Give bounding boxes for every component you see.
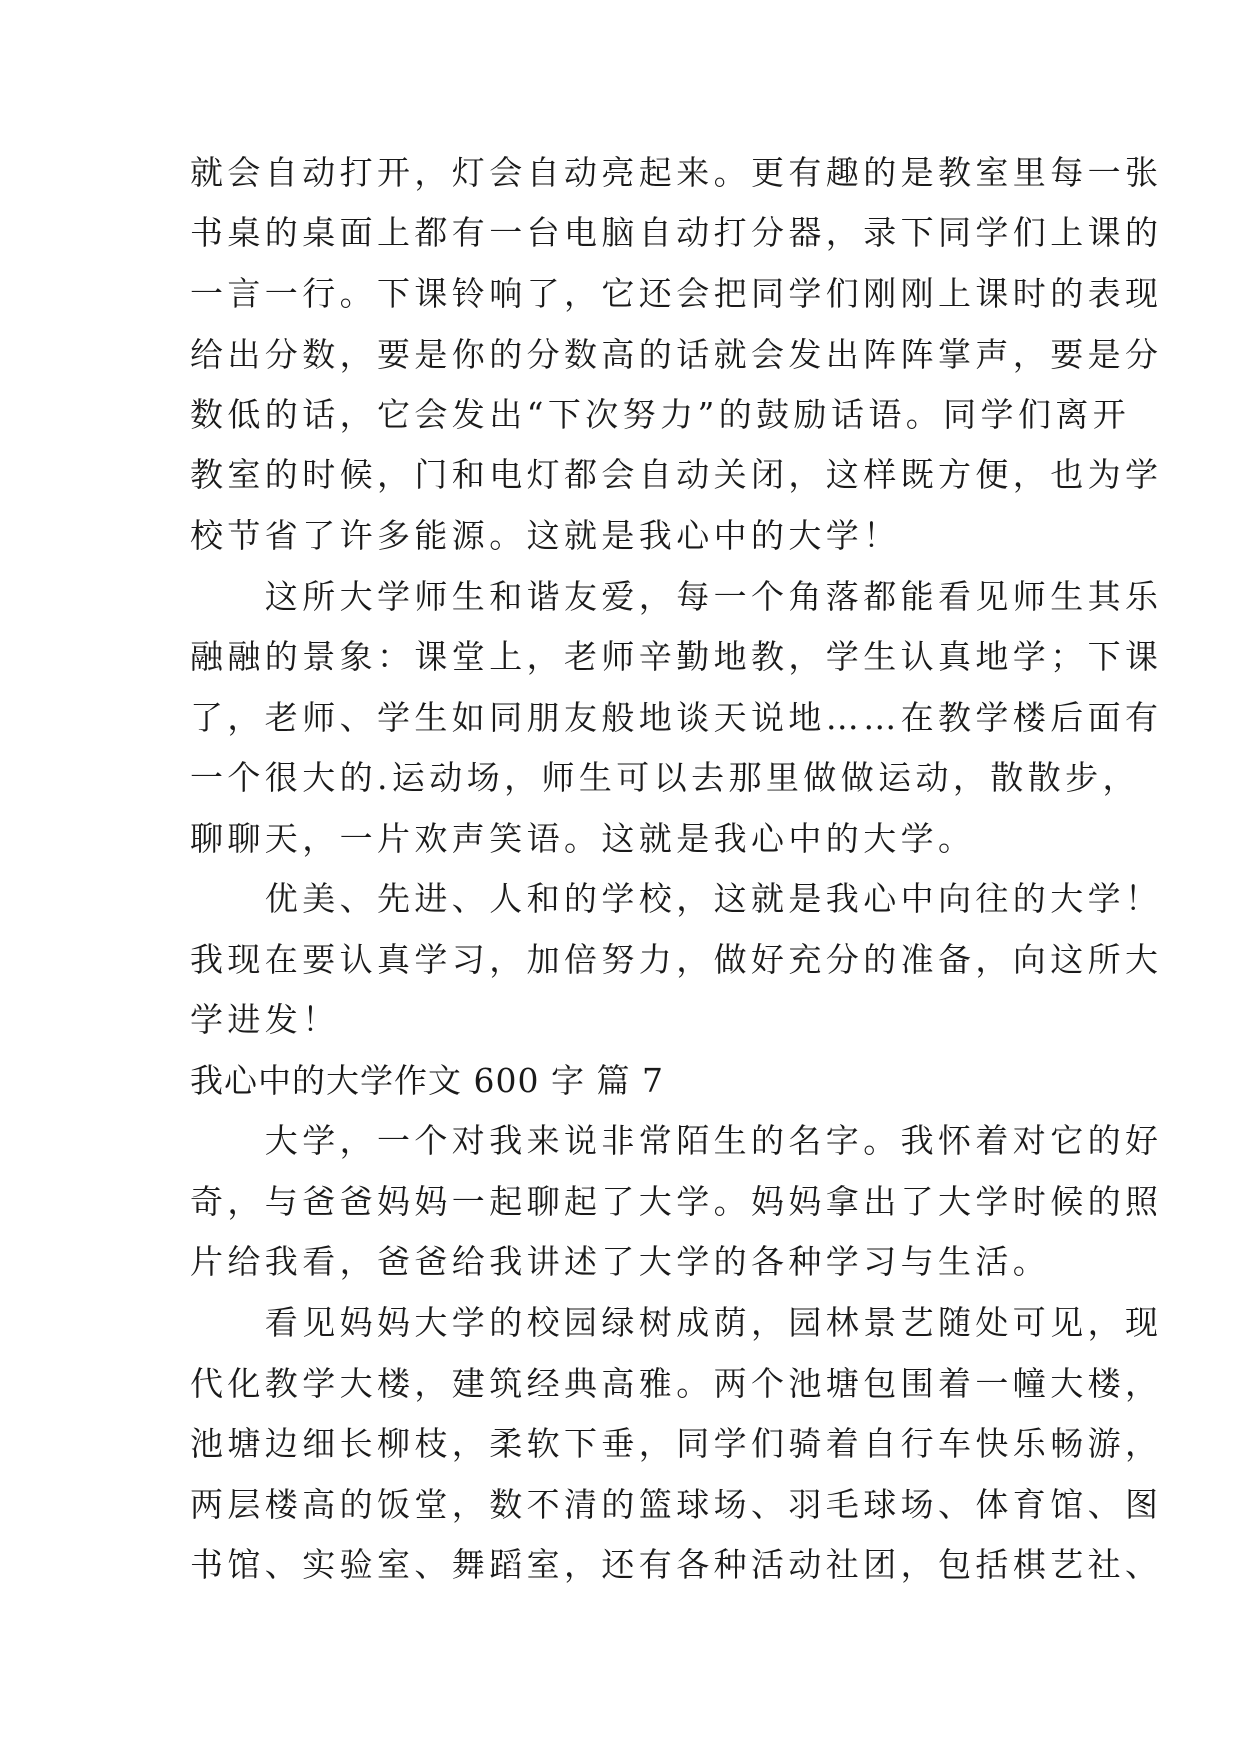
text-line: 一言一行。下课铃响了，它还会把同学们刚刚上课时的表现: [190, 274, 1163, 313]
text-line: 优美、先进、人和的学校，这就是我心中向往的大学！: [190, 879, 1163, 918]
text-line: 大学，一个对我来说非常陌生的名字。我怀着对它的好: [190, 1121, 1163, 1160]
text-line: 就会自动打开，灯会自动亮起来。更有趣的是教室里每一张: [190, 153, 1163, 192]
text-line: 两层楼高的饭堂，数不清的篮球场、羽毛球场、体育馆、图: [190, 1485, 1163, 1524]
text-line: 校节省了许多能源。这就是我心中的大学！: [190, 516, 901, 555]
text-line: 了，老师、学生如同朋友般地谈天说地……在教学楼后面有: [190, 698, 1163, 737]
text-line: 书馆、实验室、舞蹈室，还有各种活动社团，包括棋艺社、: [190, 1545, 1163, 1584]
text-line: 书桌的桌面上都有一台电脑自动打分器，录下同学们上课的: [190, 213, 1163, 252]
text-line: 给出分数，要是你的分数高的话就会发出阵阵掌声，要是分: [190, 335, 1163, 374]
text-line: 我现在要认真学习，加倍努力，做好充分的准备，向这所大: [190, 940, 1163, 979]
text-line: 教室的时候，门和电灯都会自动关闭，这样既方便，也为学: [190, 455, 1163, 494]
text-line: 看见妈妈大学的校园绿树成荫，园林景艺随处可见，现: [190, 1303, 1163, 1342]
text-line: 一个很大的.运动场，师生可以去那里做做运动，散散步，: [190, 758, 1140, 797]
text-line: 融融的景象：课堂上，老师辛勤地教，学生认真地学；下课: [190, 637, 1163, 676]
text-line: 奇，与爸爸妈妈一起聊起了大学。妈妈拿出了大学时候的照: [190, 1182, 1163, 1221]
text-line: 数低的话，它会发出“下次努力”的鼓励话语。同学们离开: [190, 395, 1131, 434]
text-line: 聊聊天，一片欢声笑语。这就是我心中的大学。: [190, 819, 976, 858]
text-line: 学进发！: [190, 1000, 340, 1039]
text-line: 池塘边细长柳枝，柔软下垂，同学们骑着自行车快乐畅游，: [190, 1424, 1163, 1463]
section-heading: 我心中的大学作文 600 字 篇 7: [190, 1061, 664, 1100]
text-line: 这所大学师生和谐友爱，每一个角落都能看见师生其乐: [190, 577, 1163, 616]
text-line: 片给我看，爸爸给我讲述了大学的各种学习与生活。: [190, 1242, 1051, 1281]
text-line: 代化教学大楼，建筑经典高雅。两个池塘包围着一幢大楼，: [190, 1364, 1163, 1403]
